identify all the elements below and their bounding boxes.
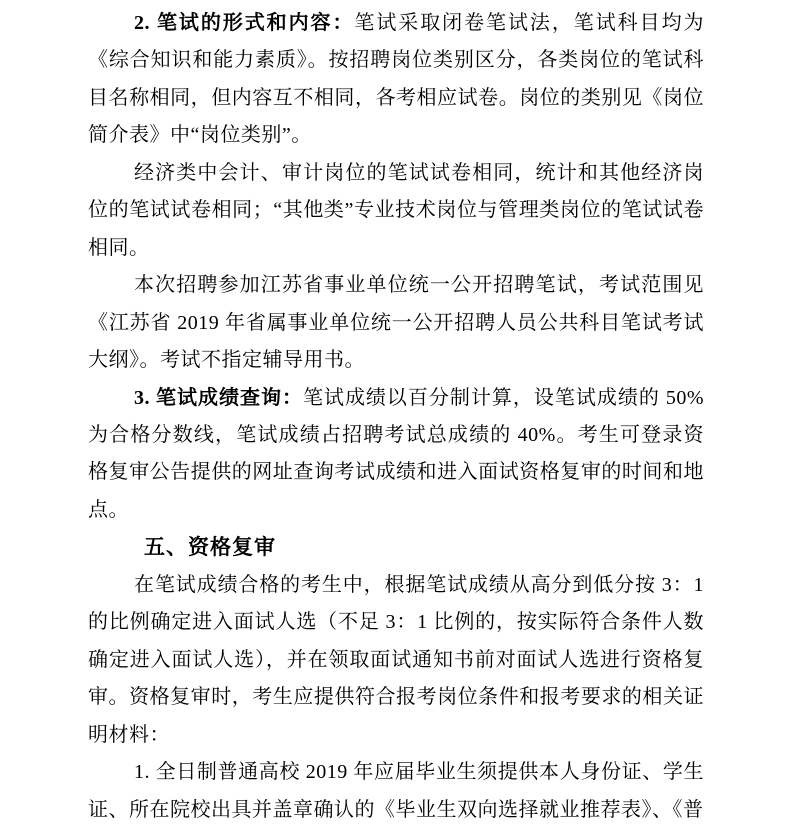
document-paragraph	[88, 155, 704, 267]
document-paragraph	[88, 754, 704, 829]
paragraph-text: 本次招聘参加江苏省事业单位统一公开招聘笔试，考试范围见《江苏省 2019 年省属事业单位统一公开招聘人员公共科目笔试考试大纲》。考试不指定辅导用书。	[88, 274, 704, 372]
paragraph-lead-bold: 2. 笔试的形式和内容：	[134, 12, 355, 34]
document-paragraph	[88, 267, 704, 379]
paragraph-text: 1. 全日制普通高校 2019 年应届毕业生须提供本人身份证、学生证、所在院校出具并盖章确认的《毕业生双向选择就业推荐表》、《普	[88, 761, 704, 821]
document-paragraph	[88, 5, 704, 155]
heading-text: 五、资格复审	[144, 535, 276, 560]
paragraph-text: 在笔试成绩合格的考生中，根据笔试成绩从高分到低分按 3：1 的比例确定进入面试人选（不足 3：1 比例的，按实际符合条件人数确定进入面试人选），并在领取面试通知书前对面试人选进行资格复审。资格复审时，考生应提供符合报考岗位条件和报考要求的相关证明材料：	[88, 573, 704, 746]
document-paragraph	[88, 567, 704, 754]
paragraph-lead-bold: 3. 笔试成绩查询：	[134, 386, 303, 409]
document-body	[88, 5, 704, 829]
paragraph-text: 笔试采取闭卷笔试法，笔试科目均为《综合知识和能力素质》。按招聘岗位类别区分，各类岗位的笔试科目名称相同，但内容互不相同，各考相应试卷。岗位的类别见《岗位简介表》中“岗位类别”。	[88, 12, 705, 147]
paragraph-text: 笔试成绩以百分制计算，设笔试成绩的 50%为合格分数线，笔试成绩占招聘考试总成绩的 40%。考生可登录资格复审公告提供的网址查询考试成绩和进入面试资格复审的时间和地点。	[88, 386, 704, 521]
paragraph-text: 经济类中会计、审计岗位的笔试试卷相同，统计和其他经济岗位的笔试试卷相同；“其他类”专业技术岗位与管理类岗位的笔试试卷相同。	[88, 161, 704, 259]
document-paragraph	[88, 380, 704, 530]
section-heading	[88, 529, 704, 566]
